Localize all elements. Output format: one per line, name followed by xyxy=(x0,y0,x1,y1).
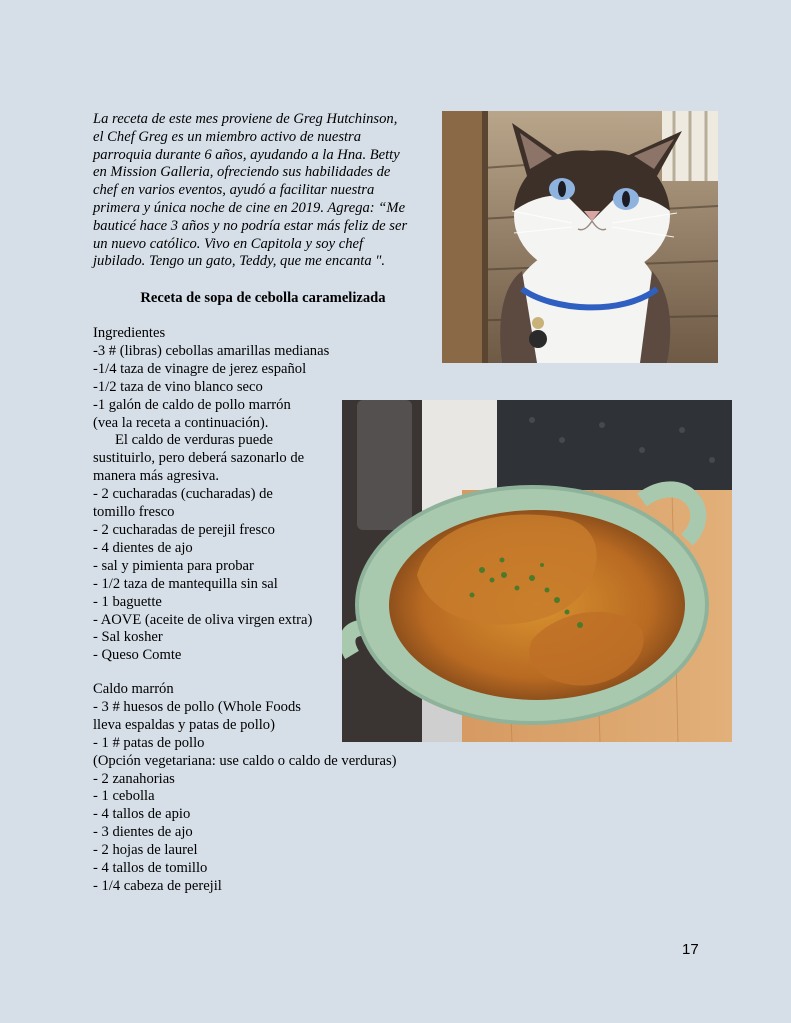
ingredients-heading: Ingredientes xyxy=(93,325,166,341)
ingredient-line: - sal y pimienta para probar xyxy=(93,557,254,574)
intro-line: un nuevo católico. Vivo en Capitola y soy chef xyxy=(93,235,364,252)
broth-line: (Opción vegetariana: use caldo o caldo de verduras) xyxy=(93,752,397,769)
ingredient-line: - 1/2 taza de mantequilla sin sal xyxy=(93,575,278,592)
broth-line: - 4 tallos de apio xyxy=(93,806,191,823)
broth-line: - 3 # huesos de pollo (Whole Foods xyxy=(93,698,301,715)
broth-line: - 1/4 cabeza de perejil xyxy=(93,877,222,894)
ingredient-line: - 4 dientes de ajo xyxy=(93,539,193,556)
intro-paragraph xyxy=(93,111,433,271)
broth-heading: Caldo marrón xyxy=(93,681,174,697)
ingredient-line: - 2 cucharadas de perejil fresco xyxy=(93,521,275,538)
broth-line: lleva espaldas y patas de pollo) xyxy=(93,716,275,733)
ingredient-line: -1/2 taza de vino blanco seco xyxy=(93,378,263,395)
intro-line: jubilado. Tengo un gato, Teddy, que me encanta ". xyxy=(93,253,386,270)
ingredient-line: (vea la receta a continuación). xyxy=(93,414,269,431)
intro-line: La receta de este mes proviene de Greg Hutchinson, xyxy=(93,111,398,127)
ingredient-line: - 1 baguette xyxy=(93,593,162,610)
intro-line: chef en varios eventos, ayudó a facilitar nuestra xyxy=(93,182,375,199)
ingredient-line: -1 galón de caldo de pollo marrón xyxy=(93,396,291,413)
broth-line: - 4 tallos de tomillo xyxy=(93,860,208,877)
intro-line: el Chef Greg es un miembro activo de nuestra xyxy=(93,128,362,145)
page-number: 17 xyxy=(682,941,699,958)
intro-line: en Mission Galleria, ofreciendo sus habilidades de xyxy=(93,164,391,181)
broth-line: - 1 cebolla xyxy=(93,788,155,805)
ingredient-line: -3 # (libras) cebollas amarillas medianas xyxy=(93,342,330,359)
ingredient-line: El caldo de verduras puede xyxy=(115,432,274,449)
ingredient-line: sustituirlo, pero deberá sazonarlo de xyxy=(93,450,305,467)
broth-line: - 3 dientes de ajo xyxy=(93,824,193,841)
ingredient-line: -1/4 taza de vinagre de jerez español xyxy=(93,360,307,377)
intro-line: parroquia durante 6 años, ayudando a la Hna. Betty xyxy=(93,146,400,163)
ingredient-line: - 2 cucharadas (cucharadas) de xyxy=(93,486,273,503)
broth-line: - 2 hojas de laurel xyxy=(93,842,198,859)
ingredient-line: - Queso Comte xyxy=(93,647,182,664)
broth-line: - 1 # patas de pollo xyxy=(93,734,205,751)
ingredient-line: - AOVE (aceite de oliva virgen extra) xyxy=(93,611,313,628)
broth-line: - 2 zanahorias xyxy=(93,770,175,787)
intro-line: bauticé hace 3 años y no podría estar más feliz de ser xyxy=(93,217,408,234)
cat-photo xyxy=(442,111,718,363)
soup-photo xyxy=(342,400,732,742)
intro-line: primera y única noche de cine en 2019. Agrega: “Me xyxy=(93,199,406,216)
recipe-title: Receta de sopa de cebolla caramelizada xyxy=(140,290,386,306)
ingredient-line: manera más agresiva. xyxy=(93,468,220,485)
ingredient-line: - Sal kosher xyxy=(93,629,163,646)
ingredient-line: tomillo fresco xyxy=(93,504,175,521)
